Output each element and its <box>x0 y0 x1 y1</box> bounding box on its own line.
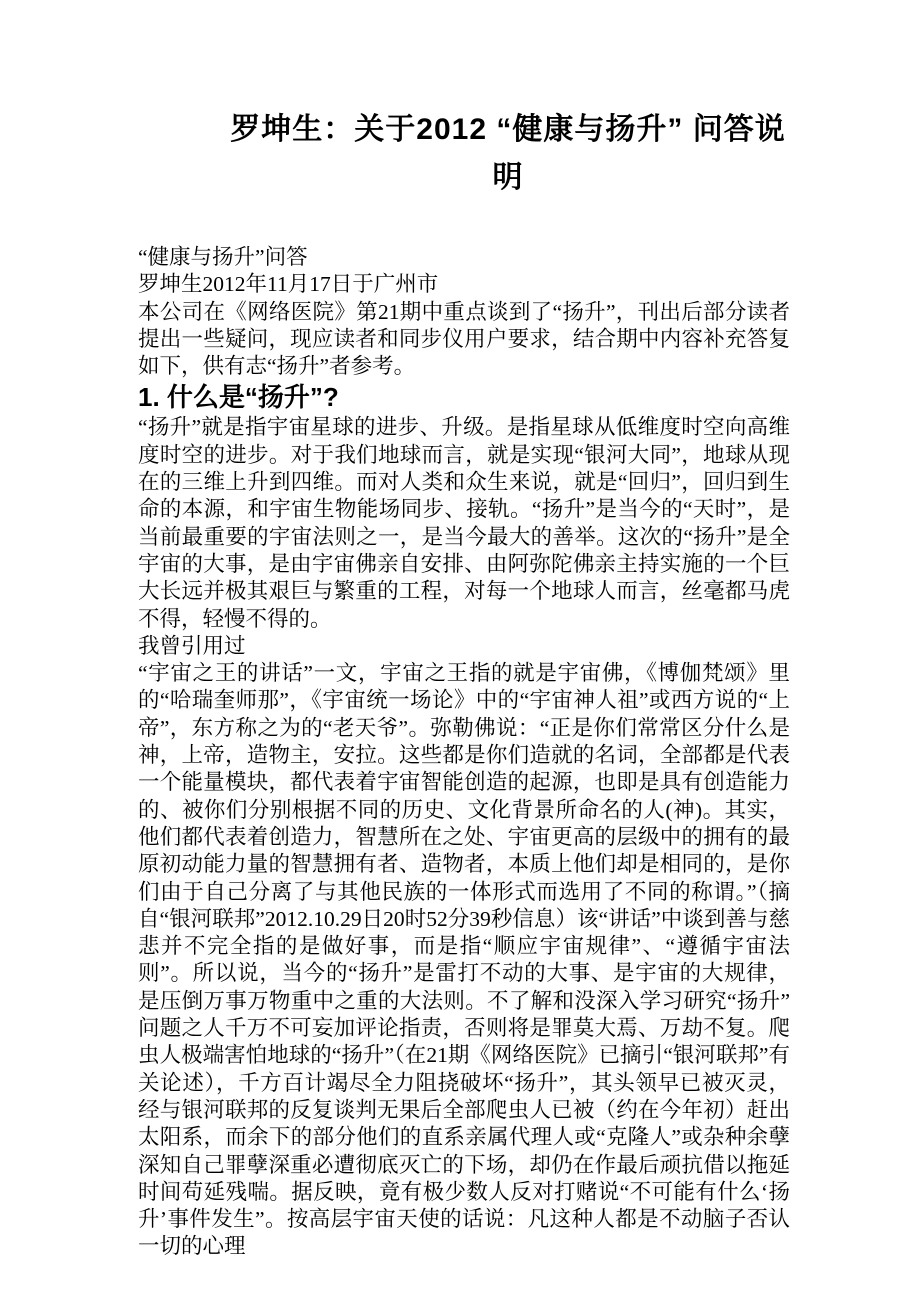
document-title: 罗坤生：关于2012 “健康与扬升” 问答说明 <box>230 113 786 194</box>
quote-paragraph: “宇宙之王的讲话”一文，宇宙之王指的就是宇宙佛，《博伽梵颂》里的“哈瑞奎师那”，《宇宙统一场论》中的“宇宙神人祖”或西方说的“上帝”，东方称之为的“老天爷”。弥勒佛说：“正是你们常常区分什么是神，上帝，造物主，安拉。这些都是你们造就的名词，全部都是代表一个能量模块，都代表着宇宙智能创造的起源，也即是具有创造能力的、被你们分别根据不同的历史、文化背景所命名的人(神)。其实，他们都代表着创造力，智慧所在之处、宇宙更高的层级中的拥有的最原初动能力量的智慧拥有者、造物者，本质上他们却是相同的，是你们由于自己分离了与其他民族的一体形式而选用了不同的称谓。”（摘自“银河联邦”2012.10.29日20时52分39秒信息）该“讲话”中谈到善与慈悲并不完全指的是做好事，而是指“顺应宇宙规律”、“遵循宇宙法则”。所以说，当今的“扬升”是雷打不动的大事、是宇宙的大规律，是压倒万事万物重中之重的大法则。不了解和没深入学习研究“扬升”问题之人千万不可妄加评论指责，否则将是罪莫大焉、万劫不复。爬虫人极端害怕地球的“扬升”（在21期《网络医院》已摘引“银河联邦”有关论述），千方百计竭尽全力阻挠破坏“扬升”，其头领早已被灭灵，经与银河联邦的反复谈判无果后全部爬虫人已被（约在今年初）赶出太阳系，而余下的部分他们的直系亲属代理人或“克隆人”或杂种余孽深知自己罪孽深重必遭彻底灭亡的下场，却仍在作最后顽抗借以拖延时间苟延残喘。据反映，竟有极少数人反对打赌说“不可能有什么‘扬升’事件发生”。按高层宇宙天使的话说：凡这种人都是不动脑子否认一切的心理 <box>138 661 790 1259</box>
question-1-heading: 1. 什么是“扬升”? <box>138 382 339 413</box>
author-date-line: 罗坤生2012年11月17日于广州市 <box>138 272 439 297</box>
definition-paragraph: “扬升”就是指宇宙星球的进步、升级。是指星球从低维度时空向高维度时空的进步。对于我们地球而言，就是实现“银河大同”，地球从现在的三维上升到四维。而对人类和众生来说，就是“回归”，回归到生命的本源，和宇宙生物能场同步、接轨。“扬升”是当今的“天时”，是当前最重要的宇宙法则之一，是当今最大的善举。这次的“扬升”是全宇宙的大事，是由宇宙佛亲自安排、由阿弥陀佛亲主持实施的一个巨大长远并极其艰巨与繁重的工程，对每一个地球人而言，丝毫都马虎不得，轻慢不得的。 <box>138 415 790 631</box>
document-content <box>138 0 790 1261</box>
doc-subtitle-line: “健康与扬升”问答 <box>138 245 308 269</box>
quote-intro-line: 我曾引用过 <box>138 633 246 658</box>
intro-paragraph: 本公司在《网络医院》第21期中重点谈到了“扬升”，刊出后部分读者提出一些疑问，现应读者和同步仪用户要求，结合期中内容补充答复如下，供有志“扬升”者参考。 <box>138 299 790 379</box>
document-body <box>138 244 790 1261</box>
